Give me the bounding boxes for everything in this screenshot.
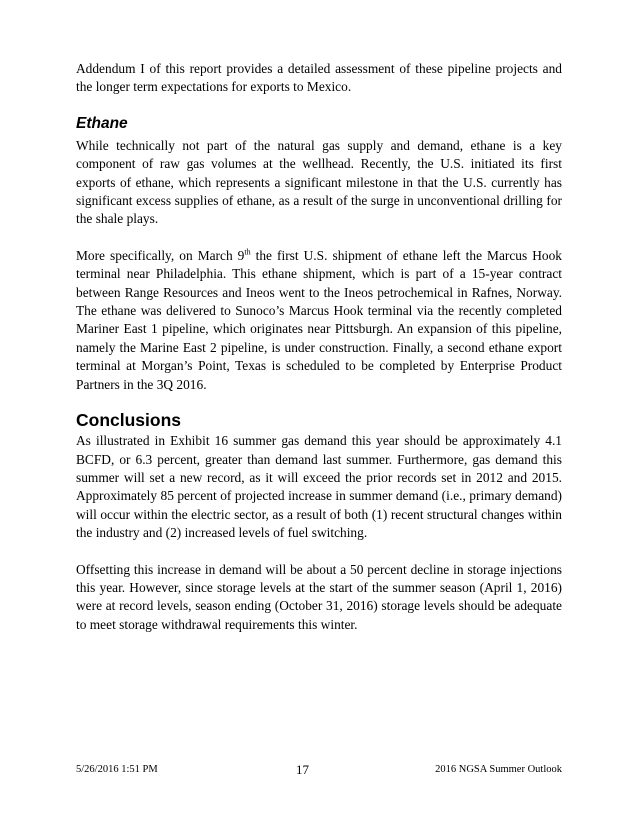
ethane-paragraph-2-rest: the first U.S. shipment of ethane left the Marcus Hook terminal near Philadelphia. This ethane shipment, which is part of a 15-year contract between Range Resources and Ineos went to the Ineos petrochemical in Rafnes, Norway. The ethane was delivered to Sunoco’s Marcus Hook terminal via the recently completed Mariner East 1 pipeline, which originates near Pittsburgh. An expansion of this pipeline, namely the Marine East 2 pipeline, is under construction. Finally, a second ethane export terminal at Morgan’s Point, Texas is scheduled to be completed by Enterprise Product Partners in the 3Q 2016. [76,247,563,392]
ethane-heading: Ethane [76,114,128,132]
conclusions-heading: Conclusions [76,410,182,431]
ethane-paragraph-2 [76,247,562,394]
page-footer [76,762,562,778]
footer-datetime: 5/26/2016 1:51 PM [76,764,158,775]
conclusions-paragraph-1: As illustrated in Exhibit 16 summer gas demand this year should be approximately 4.1 BCFD, or 6.3 percent, greater than demand last summer. Furthermore, gas demand this summer will set a new record, as it will exceed the prior records set in 2012 and 2015. Approximately 85 percent of projected increase in summer demand (i.e., primary demand) will occur within the electric sector, as a result of both (1) recent structural changes within the industry and (2) increased levels of fuel switching. [76,433,562,541]
ethane-paragraph-1: While technically not part of the natural gas supply and demand, ethane is a key component of raw gas volumes at the wellhead. Recently, the U.S. initiated its first exports of ethane, which represents a significant milestone in that the U.S. currently has significant excess supplies of ethane, as a result of the surge in unconventional drilling for the shale plays. [76,137,562,227]
ethane-paragraph-2-start: More specifically, on March 9 [76,247,245,263]
intro-paragraph: Addendum I of this report provides a detailed assessment of these pipeline projects and the longer term expectations for exports to Mexico. [76,61,562,95]
paragraph-spacer [76,543,562,561]
ordinal-superscript: th [244,247,251,257]
paragraph-spacer [76,229,562,247]
document-body [76,60,562,634]
conclusions-paragraph-2: Offsetting this increase in demand will be about a 50 percent decline in storage injections this year. However, since storage levels at the start of the summer season (April 1, 2016) were at record levels, season ending (October 31, 2016) storage levels should be adequate to meet storage withdrawal requirements this winter. [76,561,562,632]
footer-report-title: 2016 NGSA Summer Outlook [435,764,562,775]
footer-page-number: 17 [296,762,309,777]
